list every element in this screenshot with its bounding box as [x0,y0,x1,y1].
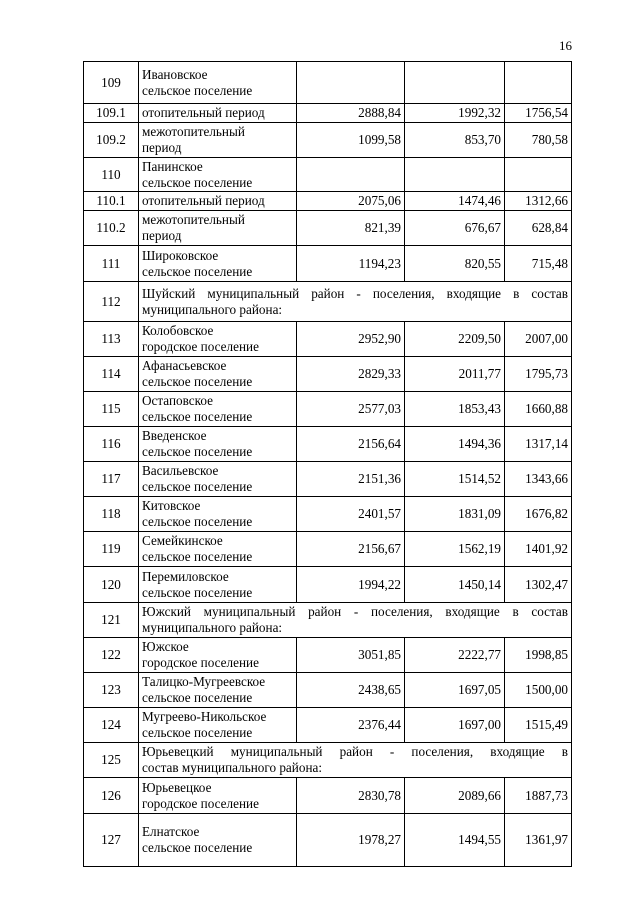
settlement-name-line: Колобовское [142,323,214,338]
row-number: 126 [84,778,139,814]
value-cell-2: 820,55 [405,246,505,282]
settlement-name-line: сельское поселение [142,840,253,855]
settlement-name-line: Южское [142,639,189,654]
row-number: 112 [84,282,139,322]
settlement-name [139,357,297,392]
table-row [84,814,572,867]
value-cell-3: 1676,82 [505,497,572,532]
table-row [84,123,572,158]
value-cell-3 [505,62,572,104]
value-cell-2: 1853,43 [405,392,505,427]
value-cell-2: 1494,55 [405,814,505,867]
value-cell-1: 821,39 [297,211,405,246]
settlement-name-line: Афанасьевское [142,358,227,373]
table-row [84,497,572,532]
section-heading-line: Южский муниципальный район - поселения, входящие в состав [142,604,568,619]
tariff-table [83,61,572,867]
value-cell-1: 2952,90 [297,322,405,357]
value-cell-3: 1500,00 [505,673,572,708]
table-row [84,567,572,603]
settlement-name [139,567,297,603]
row-number: 127 [84,814,139,867]
table-row [84,322,572,357]
settlement-name-line: межотопительный [142,124,245,139]
settlement-name [139,778,297,814]
settlement-name-line: Ивановское [142,66,208,82]
row-number: 124 [84,708,139,743]
table-row [84,104,572,123]
value-cell-2: 2222,77 [405,638,505,673]
row-number: 119 [84,532,139,567]
settlement-name-line: сельское поселение [142,174,253,190]
value-cell-3: 1887,73 [505,778,572,814]
value-cell-2: 1494,36 [405,427,505,462]
value-cell-1: 2829,33 [297,357,405,392]
row-number: 110 [84,158,139,192]
settlement-name-line: сельское поселение [142,725,253,740]
table-row [84,708,572,743]
table-row [84,158,572,192]
section-heading [139,282,572,322]
value-cell-2: 1697,00 [405,708,505,743]
table-row [84,673,572,708]
value-cell-3: 1312,66 [505,192,572,211]
value-cell-3: 2007,00 [505,322,572,357]
value-cell-3: 1317,14 [505,427,572,462]
table-body [84,62,572,867]
settlement-name [139,814,297,867]
settlement-name-line: Введенское [142,428,207,443]
table-row [84,392,572,427]
value-cell-1: 2151,36 [297,462,405,497]
section-heading-line: Юрьевецкий муниципальный район - поселения, входящие в [142,744,568,759]
settlement-name-line: Остаповское [142,393,213,408]
settlement-name-line: Мугреево-Никольское [142,709,267,724]
settlement-name [139,158,297,192]
row-number: 116 [84,427,139,462]
settlement-name [139,638,297,673]
row-number: 120 [84,567,139,603]
row-number: 123 [84,673,139,708]
settlement-name-line: сельское поселение [142,409,253,424]
value-cell-3: 1361,97 [505,814,572,867]
settlement-name [139,192,297,211]
settlement-name [139,246,297,282]
settlement-name-line: сельское поселение [142,263,253,279]
settlement-name [139,708,297,743]
settlement-name [139,673,297,708]
value-cell-2: 2209,50 [405,322,505,357]
section-heading [139,743,572,778]
row-number: 118 [84,497,139,532]
table-row [84,638,572,673]
value-cell-3: 1343,66 [505,462,572,497]
value-cell-1 [297,158,405,192]
table-row [84,778,572,814]
value-cell-1: 2577,03 [297,392,405,427]
value-cell-2: 1831,09 [405,497,505,532]
value-cell-1: 2888,84 [297,104,405,123]
value-cell-3: 1515,49 [505,708,572,743]
value-cell-1: 2075,06 [297,192,405,211]
value-cell-1: 1978,27 [297,814,405,867]
settlement-name [139,62,297,104]
value-cell-1: 1194,23 [297,246,405,282]
settlement-name [139,392,297,427]
settlement-name-line: сельское поселение [142,549,253,564]
value-cell-1: 1099,58 [297,123,405,158]
value-cell-1: 1994,22 [297,567,405,603]
value-cell-2: 1474,46 [405,192,505,211]
settlement-name-line: Семейкинское [142,533,223,548]
section-heading-line: муниципального района: [142,620,283,635]
row-number: 122 [84,638,139,673]
value-cell-1: 2438,65 [297,673,405,708]
value-cell-3 [505,158,572,192]
value-cell-1: 2830,78 [297,778,405,814]
value-cell-2: 1992,32 [405,104,505,123]
settlement-name-line: Юрьевецкое [142,779,212,795]
settlement-name-line: сельское поселение [142,514,253,529]
row-number: 110.1 [84,192,139,211]
section-heading-line: Шуйский муниципальный район - поселения, входящие в состав [142,285,568,301]
value-cell-1: 2156,64 [297,427,405,462]
settlement-name-line: Васильевское [142,463,219,478]
settlement-name-line: Широковское [142,247,219,263]
value-cell-2: 853,70 [405,123,505,158]
value-cell-3: 1998,85 [505,638,572,673]
table-row [84,246,572,282]
value-cell-2: 1450,14 [405,567,505,603]
value-cell-1 [297,62,405,104]
value-cell-3: 1756,54 [505,104,572,123]
row-number: 109 [84,62,139,104]
row-number: 109.1 [84,104,139,123]
value-cell-2 [405,158,505,192]
settlement-name [139,104,297,123]
settlement-name-line: сельское поселение [142,584,253,600]
table-row [84,743,572,778]
value-cell-2: 1697,05 [405,673,505,708]
row-number: 109.2 [84,123,139,158]
value-cell-2: 2011,77 [405,357,505,392]
table-row [84,62,572,104]
page-number: 16 [559,38,572,53]
value-cell-1: 2156,67 [297,532,405,567]
value-cell-2: 2089,66 [405,778,505,814]
settlement-name [139,123,297,158]
settlement-name [139,322,297,357]
table-row [84,357,572,392]
settlement-name-line: Панинское [142,158,203,174]
row-number: 110.2 [84,211,139,246]
settlement-name [139,211,297,246]
row-number: 125 [84,743,139,778]
settlement-name-line: сельское поселение [142,690,253,705]
table-row [84,462,572,497]
table-row [84,192,572,211]
settlement-name-line: период [142,140,182,155]
table-row [84,532,572,567]
settlement-name-line: отопительный период [142,105,265,120]
value-cell-3: 1660,88 [505,392,572,427]
settlement-name-line: сельское поселение [142,444,253,459]
section-heading [139,603,572,638]
settlement-name-line: сельское поселение [142,479,253,494]
row-number: 121 [84,603,139,638]
settlement-name-line: Елнатское [142,824,200,839]
settlement-name-line: городское поселение [142,339,259,354]
table-row [84,282,572,322]
row-number: 117 [84,462,139,497]
settlement-name-line: Талицко-Мугреевское [142,674,266,689]
value-cell-3: 1795,73 [505,357,572,392]
value-cell-3: 1401,92 [505,532,572,567]
value-cell-3: 628,84 [505,211,572,246]
value-cell-1: 2401,57 [297,497,405,532]
settlement-name [139,462,297,497]
table-row [84,603,572,638]
value-cell-3: 780,58 [505,123,572,158]
settlement-name-line: Китовское [142,498,201,513]
settlement-name [139,427,297,462]
value-cell-2: 1514,52 [405,462,505,497]
settlement-name-line: Перемиловское [142,568,229,584]
value-cell-2 [405,62,505,104]
settlement-name [139,532,297,567]
settlement-name-line: городское поселение [142,795,259,811]
settlement-name-line: отопительный период [142,193,265,208]
row-number: 113 [84,322,139,357]
table-row [84,211,572,246]
value-cell-2: 1562,19 [405,532,505,567]
value-cell-3: 1302,47 [505,567,572,603]
settlement-name-line: период [142,228,182,243]
settlement-name-line: сельское поселение [142,82,253,98]
value-cell-1: 3051,85 [297,638,405,673]
settlement-name-line: межотопительный [142,212,245,227]
value-cell-3: 715,48 [505,246,572,282]
value-cell-2: 676,67 [405,211,505,246]
table-row [84,427,572,462]
section-heading-line: состав муниципального района: [142,760,323,775]
row-number: 111 [84,246,139,282]
settlement-name [139,497,297,532]
settlement-name-line: городское поселение [142,655,259,670]
row-number: 115 [84,392,139,427]
row-number: 114 [84,357,139,392]
settlement-name-line: сельское поселение [142,374,253,389]
section-heading-line: муниципального района: [142,301,283,317]
value-cell-1: 2376,44 [297,708,405,743]
